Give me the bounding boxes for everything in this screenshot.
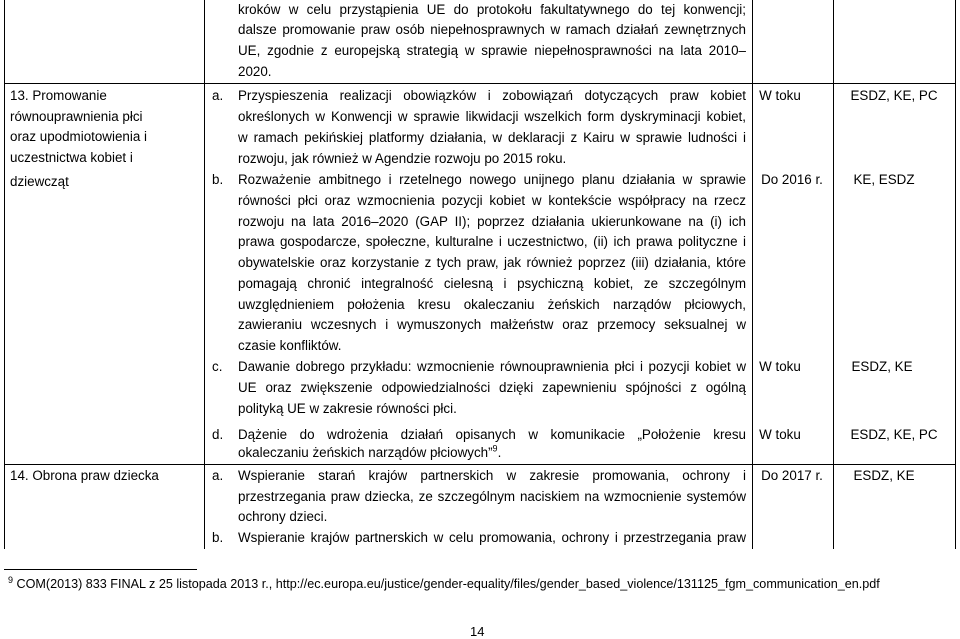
item-line: obywatelskie oraz korzystanie z tych praw, jak również poprzez (iii) działania, które [238,255,746,270]
timing-cell: W toku [759,427,801,442]
row-divider-14 [4,464,956,465]
item-line: Wspieranie starań krajów partnerskich w zakresie promowania, ochrony i [238,468,746,483]
item-line: w ramach pekińskiej platformy działania, w deklaracji z Kairu w sprawie ludności i [238,130,746,145]
item-line: rozwoju, jak również w Agendzie rozwoju po 2015 roku. [238,151,567,166]
footnote-ref: 9 [492,443,498,454]
item-line-end: . [497,445,502,460]
item-line: Rozważenie ambitnego i rzetelnego nowego unijnego planu działania w sprawie [238,172,746,187]
item-letter: a. [212,468,224,483]
item-line: prawa gospodarcze, społeczne, kulturalne i uczestnictwo, (ii) ich prawa polityczne i [238,234,746,249]
footnote-text: COM(2013) 833 FINAL z 25 listopada 2013 r., http://ec.europa.eu/justice/gender-equality/files/gender_based_violence/131125_fgm_communication_en.pdf [16,577,880,591]
item-letter: d. [212,427,224,442]
continuation-line: 2020. [238,64,272,79]
footnote-separator [4,569,197,570]
item-line: uwzględnieniem położenia kresu okaleczaniu żeńskich narządów płciowych, [238,297,746,312]
item-line: Wspieranie krajów partnerskich w celu promowania, ochrony i przestrzegania praw [238,530,746,545]
item-letter: b. [212,530,224,545]
responsible-cell: ESDZ, KE [853,468,915,483]
timing-cell: W toku [759,88,801,103]
item-letter: a. [212,88,224,103]
continuation-line: dalsze promowanie praw osób niepełnosprawnych w ramach działań zewnętrznych [238,22,746,37]
item-line: czasie konfliktów. [238,338,342,353]
item-line [238,443,746,464]
item-line: polityką UE w zakresie równości płci. [238,401,457,416]
item-line: zawieraniu wczesnych i wymuszonych małżeństw oraz przemocy seksualnej w [238,317,746,332]
footnote-number: 9 [8,574,14,585]
item-line: Dawanie dobrego przykładu: wzmocnienie równouprawnienia płci i pozycji kobiet w [238,359,746,374]
item-letter: b. [212,172,224,187]
item-line: określonych w Konwencji w sprawie likwidacji wszelkich form dyskryminacji kobiet, [238,109,746,124]
item-line: Przyspieszenia realizacji obowiązków i zobowiązań dotyczących praw kobiet [238,88,746,103]
item-line: ochrony dzieci. [238,509,328,524]
item-line: UE oraz zwiększenie odpowiedzialności dzięki zapewnieniu spójności z ogólną [238,380,746,395]
item-line: równości płci oraz wzmocnienia pozycji kobiet w kontekście współpracy na rzecz [238,193,746,208]
item-line: pomagają chronić integralność cielesną i psychiczną kobiet, ze szczególnym [238,276,746,291]
responsible-cell: ESDZ, KE [851,359,913,374]
row-divider-13 [4,83,956,84]
timing-cell: Do 2017 r. [761,468,823,483]
responsible-cell: ESDZ, KE, PC [850,88,938,103]
responsible-cell: ESDZ, KE, PC [850,427,938,442]
section-13-title: 13. Promowanie równouprawnienia płci oraz upodmiotowienia i uczestnictwa kobiet i dziewcząt [10,88,147,190]
responsible-cell: KE, ESDZ [853,172,915,187]
continuation-line: kroków w celu przystąpienia UE do protokołu fakultatywnego do tej konwencji; [238,2,746,17]
item-line-text: okaleczaniu żeńskich narządów płciowych” [238,445,493,460]
timing-cell: Do 2016 r. [761,172,823,187]
item-line: Dążenie do wdrożenia działań opisanych w komunikacie „Położenie kresu [238,427,746,442]
page-number: 14 [470,624,485,639]
item-line: rozwoju na lata 2016–2020 (GAP II); poprzez działania ukierunkowane na (i) ich [238,214,746,229]
section-14-title: 14. Obrona praw dziecka [10,468,159,483]
footnote [8,576,956,592]
continuation-line: UE, zgodnie z europejską strategią w sprawie niepełnosprawności na lata 2010– [238,43,746,58]
item-line: przestrzegania praw dziecka, ze szczególnym naciskiem na wzmocnienie systemów [238,489,746,504]
timing-cell: W toku [759,359,801,374]
item-letter: c. [212,359,223,374]
